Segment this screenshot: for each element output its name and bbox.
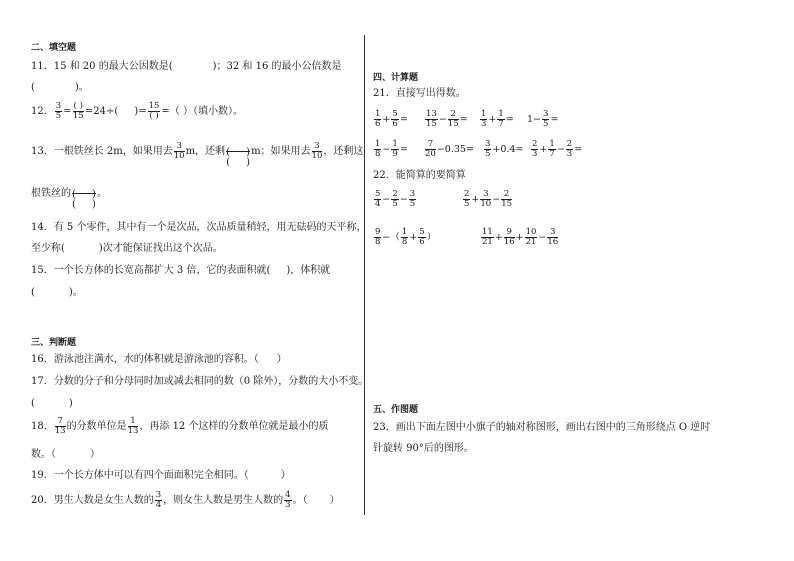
question-18-line2: 数。（ ） (31, 449, 100, 460)
question-11-line1: 11．15 和 20 的最大公因数是( )；32 和 16 的最小公倍数是 (31, 61, 342, 72)
question-19: 19．一个长方体中可以有四个面面积完全相同。（ ） (31, 470, 291, 481)
q22-expr-3: $\frac{9}{8}$ −（ $\frac{1}{8}$ + $\frac{5}{6}$ ） (375, 227, 437, 247)
question-15-line1: 15．一个长方体的长宽高都扩大 3 倍，它的表面积就( )，体积就 (31, 265, 331, 276)
q21-expr-1: $\frac{1}{6}$ + $\frac{5}{6}$ = (375, 109, 408, 129)
question-20: 20．男生人数是女生人数的 $\frac{3}{4}$ ，则女生人数是男生人数的 $\frac{4}{3}$ 。（ ） (31, 490, 340, 510)
q21-expr-7: $\frac{3}{5}$ +0.4= (485, 139, 524, 159)
blank-fraction: ( ) ( ) (226, 142, 250, 161)
q21-expr-6: $\frac{7}{20}$ −0.35= (425, 139, 474, 159)
question-14-line2: 至少称( )次才能保证找出这个次品。 (31, 243, 223, 254)
section-fill-blank-heading: 二、填空题 (31, 43, 77, 53)
question-21-title: 21．直接写出得数。 (373, 88, 466, 99)
q21-expr-5: $\frac{1}{8}$ − $\frac{1}{9}$ = (375, 139, 408, 159)
fraction: $\frac{3}{5}$ (55, 101, 62, 121)
fraction: $\frac{3}{4}$ (155, 490, 162, 510)
fraction: $\frac{3}{10}$ (173, 141, 185, 161)
question-17-line2: ( ) (31, 398, 73, 409)
fraction: $\frac{1}{13}$ (127, 416, 139, 436)
fraction: $\frac{3}{10}$ (311, 141, 323, 161)
question-11-line2: ( )。 (31, 82, 89, 93)
question-13-line2: 根铁丝的 ( ) ( ) 。 (31, 183, 107, 205)
question-22-title: 22．能简算的要简算 (373, 170, 466, 181)
question-13-line1: 13．一根铁丝长 2m，如果用去 $\frac{3}{10}$ m，还剩 ( ) ( ) m；如果用去 $\frac{3}{10}$ ，还剩这 (31, 141, 364, 168)
q22-expr-2: $\frac{2}{5}$ + $\frac{3}{10}$ − $\frac{2}{15}$ (464, 189, 513, 209)
q22-expr-1: $\frac{5}{4}$ − $\frac{2}{5}$ − $\frac{3}{5}$ (375, 189, 416, 209)
question-18-line1: 18． $\frac{7}{13}$ 的分数单位是 $\frac{1}{13}$ ，再添 12 个这样的分数单位就是最小的质 (31, 416, 329, 436)
blank-fraction: ( ) ( ) (72, 184, 96, 203)
fraction: $\frac{7}{13}$ (54, 416, 66, 436)
question-23-line2: 针旋转 90°后的图形。 (373, 443, 474, 454)
section-draw-heading: 五、作图题 (373, 405, 419, 415)
q21-expr-8: $\frac{2}{3}$ + $\frac{1}{7}$ − $\frac{2}{3}$ = (532, 139, 583, 159)
question-23-line1: 23．画出下面左图中小旗子的轴对称图形，画出右图中的三角形绕点 O 逆时 (373, 422, 711, 433)
q21-expr-4: 1− $\frac{3}{5}$ = (527, 109, 559, 129)
fraction: $\frac{( )}{15}$ (72, 101, 84, 121)
section-compute-heading: 四、计算题 (373, 73, 419, 83)
question-14-line1: 14．有 5 个零件，其中有一个是次品，次品质量稍轻，用无砝码的天平称， (31, 222, 367, 233)
question-16: 16．游泳池注满水，水的体积就是游泳池的容积。（ ） (31, 354, 287, 365)
q22-expr-4: $\frac{11}{21}$ + $\frac{9}{16}$ + $\frac{10}{21}$ − $\frac{3}{16}$ (482, 227, 559, 247)
fraction: $\frac{4}{3}$ (285, 490, 291, 510)
question-12: 12． $\frac{3}{5}$ = $\frac{( )}{15}$ =24÷( )= $\frac{15}{( )}$ =（ ）（填小数）。 (31, 101, 243, 121)
question-15-line2: ( )。 (31, 287, 83, 298)
fraction: $\frac{15}{( )}$ (148, 101, 160, 121)
q21-expr-3: $\frac{1}{3}$ + $\frac{1}{7}$ = (481, 109, 514, 129)
column-divider (364, 35, 365, 515)
section-judge-heading: 三、判断题 (31, 338, 77, 348)
q21-expr-2: $\frac{13}{15}$ − $\frac{2}{15}$ = (426, 109, 468, 129)
question-17-line1: 17．分数的分子和分母同时加或减去相同的数（0 除外），分数的大小不变。 (31, 376, 369, 387)
